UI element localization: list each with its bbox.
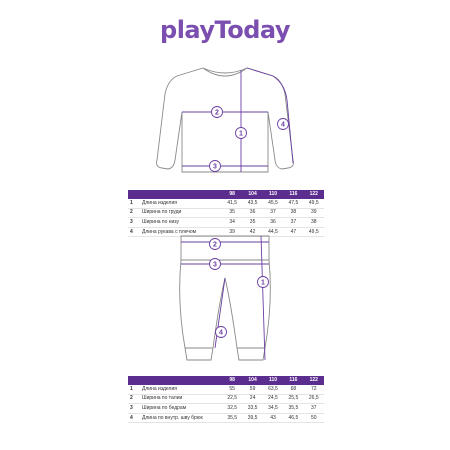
row-value: 22,5	[222, 394, 242, 404]
row-value: 37	[304, 404, 324, 414]
svg-text:3: 3	[213, 261, 217, 269]
row-value: 49,5	[304, 199, 324, 208]
top-size-122: 122	[304, 190, 324, 199]
top-size-116: 116	[283, 190, 303, 199]
row-label: Длина рукава с плечом	[140, 227, 222, 237]
svg-text:4: 4	[281, 121, 285, 129]
row-value: 50	[304, 413, 324, 423]
bottom-table-header-blank	[128, 376, 140, 385]
row-value: 36	[242, 208, 262, 218]
bottom-size-110: 110	[263, 376, 283, 385]
bottom-size-98: 98	[222, 376, 242, 385]
table-row	[128, 199, 324, 208]
row-value: 39,5	[242, 413, 262, 423]
top-table-header	[128, 190, 324, 199]
top-size-table	[128, 190, 324, 237]
row-value: 47	[283, 227, 303, 237]
row-number: 4	[128, 413, 140, 423]
row-value: 55	[222, 385, 242, 394]
row-label: Ширина по груди	[140, 208, 222, 218]
table-row	[128, 218, 324, 228]
row-label: Ширина по низу	[140, 218, 222, 228]
row-number: 1	[128, 385, 140, 394]
top-garment-drawing	[145, 60, 305, 185]
row-value: 47,5	[283, 199, 303, 208]
bottom-marker-2	[210, 239, 221, 250]
row-value: 35	[222, 208, 242, 218]
row-number: 2	[128, 394, 140, 404]
svg-text:1: 1	[239, 130, 243, 138]
bottom-size-122: 122	[304, 376, 324, 385]
row-label: Ширина по талии	[140, 394, 222, 404]
top-size-110: 110	[263, 190, 283, 199]
row-label: Длина по внутр. шву брюк	[140, 413, 222, 423]
bottom-table-header	[128, 376, 324, 385]
bottom-garment-outline	[180, 236, 271, 360]
row-value: 37	[263, 208, 283, 218]
row-value: 42	[242, 227, 262, 237]
bottom-marker-3	[210, 259, 221, 270]
top-measure-sleeve-line	[247, 68, 293, 163]
row-value: 68	[283, 385, 303, 394]
row-value: 43	[263, 413, 283, 423]
row-value: 37	[283, 218, 303, 228]
row-value: 33,5	[242, 404, 262, 414]
row-value: 39	[222, 227, 242, 237]
row-value: 59	[242, 385, 262, 394]
row-value: 26,5	[304, 394, 324, 404]
row-value: 38	[304, 218, 324, 228]
top-table-header-blank	[128, 190, 140, 199]
bottom-table-header-label	[140, 376, 222, 385]
row-label: Длина изделия	[140, 385, 222, 394]
bottom-marker-1	[258, 277, 269, 288]
row-value: 49,5	[304, 227, 324, 237]
table-row	[128, 413, 324, 423]
top-size-98: 98	[222, 190, 242, 199]
row-value: 35,5	[222, 413, 242, 423]
row-value: 25,5	[283, 394, 303, 404]
row-value: 45,5	[263, 199, 283, 208]
top-size-104: 104	[242, 190, 262, 199]
row-value: 34	[222, 218, 242, 228]
svg-text:4: 4	[219, 329, 223, 337]
svg-text:3: 3	[213, 163, 217, 171]
row-value: 44,5	[263, 227, 283, 237]
top-marker-1	[236, 128, 247, 139]
brand-logo: playToday	[160, 16, 290, 44]
svg-text:1: 1	[261, 279, 265, 287]
row-value: 32,5	[222, 404, 242, 414]
row-value: 35,5	[283, 404, 303, 414]
row-value: 46,5	[283, 413, 303, 423]
bottom-garment-drawing	[165, 232, 285, 372]
row-label: Ширина по бедрам	[140, 404, 222, 414]
row-number: 4	[128, 227, 140, 237]
row-value: 41,5	[222, 199, 242, 208]
row-number: 3	[128, 218, 140, 228]
top-garment-outline	[157, 68, 294, 172]
row-value: 38	[283, 208, 303, 218]
row-number: 1	[128, 199, 140, 208]
row-value: 43,5	[242, 199, 262, 208]
table-row	[128, 394, 324, 404]
bottom-measure-length-line	[261, 236, 265, 360]
top-marker-3	[210, 161, 221, 172]
row-label: Длина изделия	[140, 199, 222, 208]
row-number: 3	[128, 404, 140, 414]
svg-text:2: 2	[215, 109, 219, 117]
bottom-size-table	[128, 376, 324, 423]
row-value: 36	[263, 218, 283, 228]
table-row	[128, 208, 324, 218]
top-table-header-label	[140, 190, 222, 199]
top-marker-2	[212, 107, 223, 118]
row-value: 72	[304, 385, 324, 394]
row-value: 39	[304, 208, 324, 218]
row-value: 35	[242, 218, 262, 228]
table-row	[128, 404, 324, 414]
row-number: 2	[128, 208, 140, 218]
row-value: 34,5	[263, 404, 283, 414]
table-row	[128, 385, 324, 394]
row-value: 63,5	[263, 385, 283, 394]
row-value: 24	[242, 394, 262, 404]
svg-text:2: 2	[213, 241, 217, 249]
bottom-marker-4	[216, 327, 227, 338]
top-neckline	[203, 68, 247, 76]
bottom-size-104: 104	[242, 376, 262, 385]
row-value: 24,5	[263, 394, 283, 404]
top-marker-4	[278, 119, 289, 130]
bottom-size-116: 116	[283, 376, 303, 385]
